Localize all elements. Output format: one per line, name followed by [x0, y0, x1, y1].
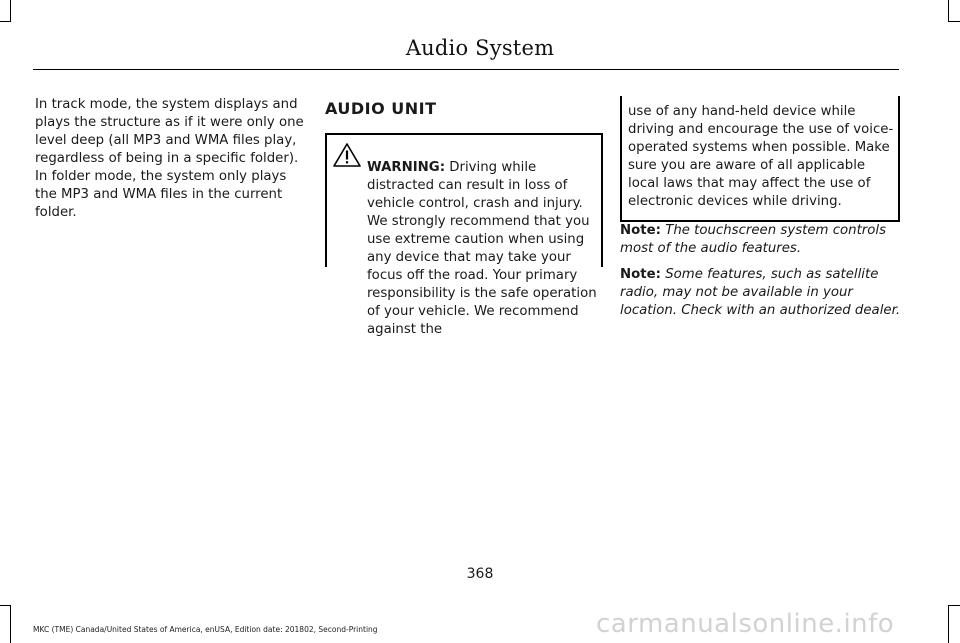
- column-1: [35, 96, 310, 222]
- warning-paragraph: [329, 145, 601, 339]
- watermark: carmanualsonline.info: [596, 609, 895, 639]
- crop-mark-bottom-left-vertical: [10, 605, 11, 643]
- warning-text: Driving while distracted can result in loss of vehicle control, crash and injury. We strongly recommend that you use extreme caution when using any device that may take your focus off the road. Your primary responsibility is the safe operation of your vehicle. We recommend against the: [367, 160, 597, 337]
- note-touchscreen: [620, 222, 902, 258]
- note-text: Some features, such as satellite radio, may not be available in your location. Check with an authorized dealer.: [620, 267, 901, 318]
- page-header-title: Audio System: [405, 36, 555, 60]
- crop-mark-top-left-horizontal: [0, 21, 11, 22]
- section-heading-audio-unit: AUDIO UNIT: [325, 99, 437, 118]
- crop-mark-top-left-vertical: [10, 0, 11, 22]
- warning-box: [325, 133, 603, 337]
- warning-label: WARNING:: [367, 160, 446, 175]
- header-divider: [33, 69, 899, 70]
- track-mode-paragraph: In track mode, the system displays and plays the structure as if it were only one level deep (all MP3 and WMA files play, regardless of being in a specific folder). In folder mode, the system only plays the MP3 and WMA files in the current folder.: [35, 97, 304, 220]
- page-number: 368: [466, 566, 494, 582]
- note-label: Note:: [620, 267, 661, 282]
- warning-text-continued: use of any hand-held device while driving and encourage the use of voice-operated systems when possible. Make sure you are aware of all applicable local laws that may affect the use of electronic devices while driving.: [628, 104, 894, 209]
- edition-footer: MKC (TME) Canada/United States of America, enUSA, Edition date: 201802, Second-Printing: [33, 625, 378, 634]
- crop-mark-top-right-vertical: [948, 0, 949, 22]
- crop-mark-top-right-horizontal: [948, 21, 960, 22]
- crop-mark-bottom-right-horizontal: [948, 605, 960, 606]
- column-2: [325, 96, 605, 337]
- crop-mark-bottom-left-horizontal: [0, 605, 11, 606]
- warning-triangle-icon: [332, 142, 362, 168]
- note-satellite-radio: [620, 266, 902, 320]
- warning-box-continued: [620, 96, 900, 222]
- note-text: The touchscreen system controls most of the audio features.: [620, 223, 887, 256]
- note-label: Note:: [620, 223, 661, 238]
- crop-mark-bottom-right-vertical: [948, 605, 949, 643]
- column-3: [620, 96, 902, 320]
